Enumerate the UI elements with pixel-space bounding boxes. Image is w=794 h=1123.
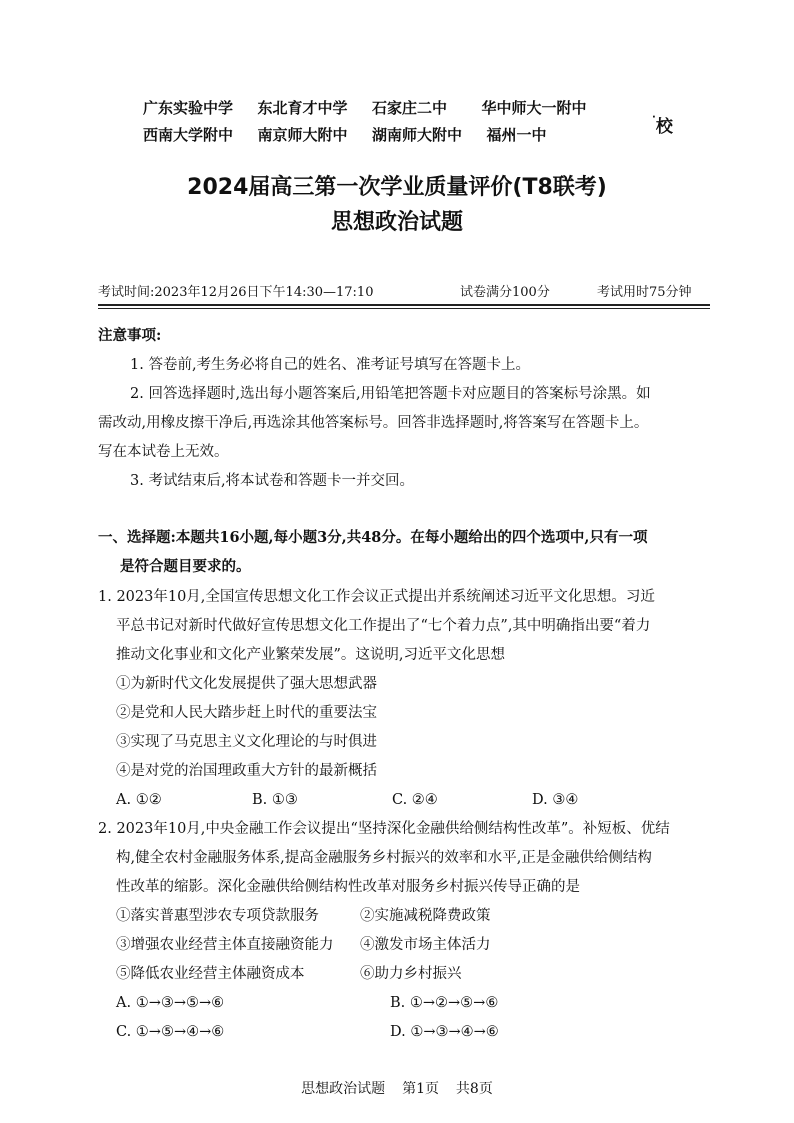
school-name: 石家庄二中	[371, 99, 447, 117]
school-name: 广东实验中学	[143, 99, 234, 117]
question-1-statement: ④是对党的治国理政重大方针的最新概括	[116, 763, 377, 779]
exam-title: 2024届高三第一次学业质量评价(T8联考)	[187, 175, 607, 200]
school-list-row2	[143, 124, 546, 145]
school-list-row1	[143, 97, 586, 118]
school-name: 湖南师大附中	[371, 126, 462, 144]
question-2-statement: ⑥助力乡村振兴	[360, 966, 462, 982]
exam-time: 考试时间:2023年12月26日下午14:30—17:10	[98, 285, 374, 300]
question-2-stem: 2. 2023年10月,中央金融工作会议提出“坚持深化金融供给侧结构性改革”。补短板、优结	[98, 821, 670, 837]
section-heading: 一、选择题:本题共16小题,每小题3分,共48分。在每小题给出的四个选项中,只有一项	[98, 529, 648, 546]
notice-item: 写在本试卷上无效。	[98, 444, 229, 460]
exam-duration: 考试用时75分钟	[597, 285, 692, 300]
notice-item: 1. 答卷前,考生务必将自己的姓名、准考证号填写在答题卡上。	[130, 357, 531, 373]
notice-item: 3. 考试结束后,将本试卷和答题卡一并交回。	[130, 473, 415, 489]
question-2-statement: ⑤降低农业经营主体融资成本	[116, 966, 305, 982]
question-1-statement: ①为新时代文化发展提供了强大思想武器	[116, 676, 377, 692]
question-1-stem: 推动文化事业和文化产业繁荣发展”。这说明,习近平文化思想	[116, 647, 506, 663]
question-2-option-c: C. ①→⑤→④→⑥	[116, 1024, 225, 1040]
school-name: 福州一中	[486, 126, 547, 144]
school-name: 东北育才中学	[257, 99, 348, 117]
exam-subject-title: 思想政治试题	[330, 210, 463, 235]
school-name: 南京师大附中	[257, 126, 348, 144]
question-2-statement: ①落实普惠型涉农专项贷款服务	[116, 908, 319, 924]
question-1-statement: ③实现了马克思主义文化理论的与时俱进	[116, 734, 377, 750]
question-1-statement: ②是党和人民大踏步赶上时代的重要法宝	[116, 705, 377, 721]
question-1-stem: 平总书记对新时代做好宣传思想文化工作提出了“七个着力点”,其中明确指出要“着力	[116, 618, 651, 634]
footer-page-total: 共8页	[455, 1081, 493, 1097]
question-2-option-a: A. ①→③→⑤→⑥	[116, 995, 225, 1011]
question-2-statement: ④激发市场主体活力	[360, 937, 491, 953]
footer-page-number: 第1页	[402, 1081, 439, 1097]
school-name: 西南大学附中	[143, 126, 234, 144]
question-1-option-c: C. ②④	[392, 792, 438, 808]
question-2-statement: ③增强农业经营主体直接融资能力	[116, 937, 334, 953]
question-2-option-b: B. ①→②→⑤→⑥	[390, 995, 499, 1011]
question-2-stem: 构,健全农村金融服务体系,提高金融服务乡村振兴的效率和水平,正是金融供给侧结构	[116, 850, 652, 866]
divider-rule-thin	[98, 308, 710, 309]
footer-subject: 思想政治试题	[301, 1081, 386, 1097]
divider-rule	[98, 304, 710, 306]
full-score: 试卷满分100分	[460, 285, 550, 300]
question-1-option-d: D. ③④	[532, 792, 579, 808]
notice-item: 2. 回答选择题时,选出每小题答案后,用铅笔把答题卡对应题目的答案标号涂黑。如	[130, 386, 651, 402]
page-footer	[0, 1078, 794, 1098]
question-2-stem: 性改革的缩影。深化金融供给侧结构性改革对服务乡村振兴传导正确的是	[116, 879, 580, 895]
section-heading-cont: 是符合题目要求的。	[120, 558, 251, 575]
school-suffix: ·校	[652, 112, 673, 137]
question-1-option-a: A. ①②	[116, 792, 162, 808]
notice-heading: 注意事项:	[98, 327, 162, 344]
school-name: 华中师大一附中	[481, 99, 587, 117]
question-2-statement: ②实施减税降费政策	[360, 908, 491, 924]
question-2-option-d: D. ①→③→④→⑥	[390, 1024, 499, 1040]
question-1-option-b: B. ①③	[252, 792, 298, 808]
notice-item: 需改动,用橡皮擦干净后,再选涂其他答案标号。回答非选择题时,将答案写在答题卡上。	[98, 415, 649, 431]
question-1-stem: 1. 2023年10月,全国宣传思想文化工作会议正式提出并系统阐述习近平文化思想。习近	[98, 589, 655, 605]
